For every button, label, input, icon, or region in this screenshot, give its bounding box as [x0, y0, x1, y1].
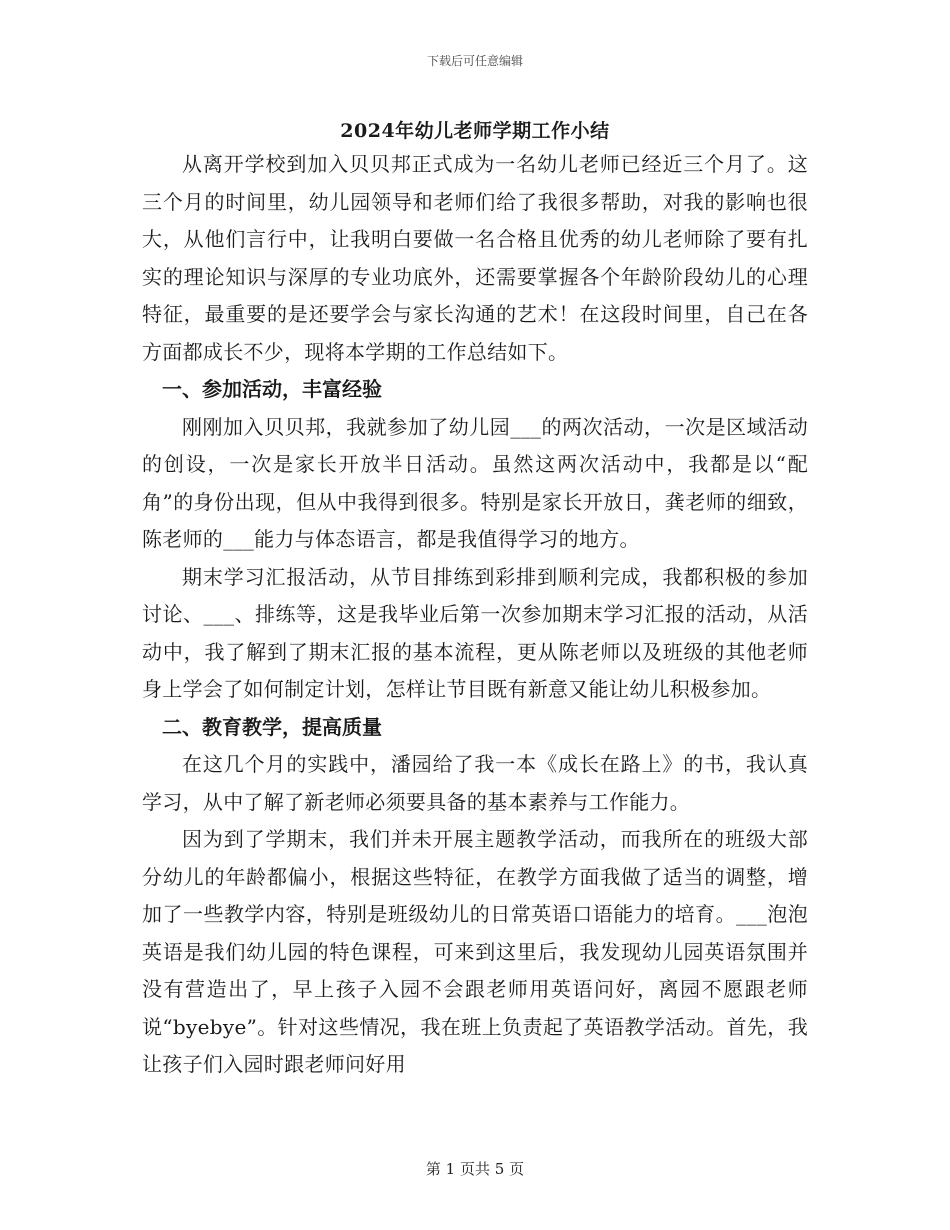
paragraph-teaching-1: 在这几个月的实践中，潘园给了我一本《成长在路上》的书，我认真学习，从中了解了新老师必须要具备的基本素养与工作能力。 — [142, 752, 808, 814]
paragraph-intro: 从离开学校到加入贝贝邦正式成为一名幼儿老师已经近三个月了。这三个月的时间里，幼儿园领导和老师们给了我很多帮助，对我的影响也很大，从他们言行中，让我明白要做一名合格且优秀的幼儿老师除了要有扎实的理论知识与深厚的专业功底外，还需要掌握各个年龄阶段幼儿的心理特征，最重要的是还要学会与家长沟通的艺术！在这段时间里，自己在各方面都成长不少，现将本学期的工作总结如下。 — [142, 152, 808, 364]
page-header-note: 下载后可任意编辑 — [426, 54, 523, 68]
paragraph-activities-2: 期末学习汇报活动，从节目排练到彩排到顺利完成，我都积极的参加讨论、___、排练等，这是我毕业后第一次参加期末学习汇报的活动，从活动中，我了解到了期末汇报的基本流程，更从陈老师以及班级的其他老师身上学会了如何制定计划，怎样让节目既有新意又能让幼儿积极参加。 — [142, 564, 808, 701]
section-heading-activities: 一、参加活动，丰富经验 — [162, 377, 382, 401]
document-title: 2024年幼儿老师学期工作小结 — [340, 120, 610, 142]
paragraph-teaching-2: 因为到了学期末，我们并未开展主题教学活动，而我所在的班级大部分幼儿的年龄都偏小，根据这些特征，在教学方面我做了适当的调整，增加了一些教学内容，特别是班级幼儿的日常英语口语能力的培育。___泡泡英语是我们幼儿园的特色课程，可来到这里后，我发现幼儿园英语氛围并没有营造出了，早上孩子入园不会跟老师用英语问好，离园不愿跟老师说“byebye”。针对这些情况，我在班上负责起了英语教学活动。首先，我让孩子们入园时跟老师问好用 — [142, 827, 808, 1076]
section-heading-teaching: 二、教育教学，提高质量 — [162, 714, 382, 739]
page-number-footer: 第 1 页共 5 页 — [425, 1160, 525, 1178]
document-body — [142, 146, 808, 1084]
paragraph-activities-1: 刚刚加入贝贝邦，我就参加了幼儿园___的两次活动，一次是区域活动的创设，一次是家长开放半日活动。虽然这两次活动中，我都是以“配角”的身份出现，但从中我得到很多。特别是家长开放日，龚老师的细致，陈老师的___能力与体态语言，都是我值得学习的地方。 — [142, 414, 808, 551]
